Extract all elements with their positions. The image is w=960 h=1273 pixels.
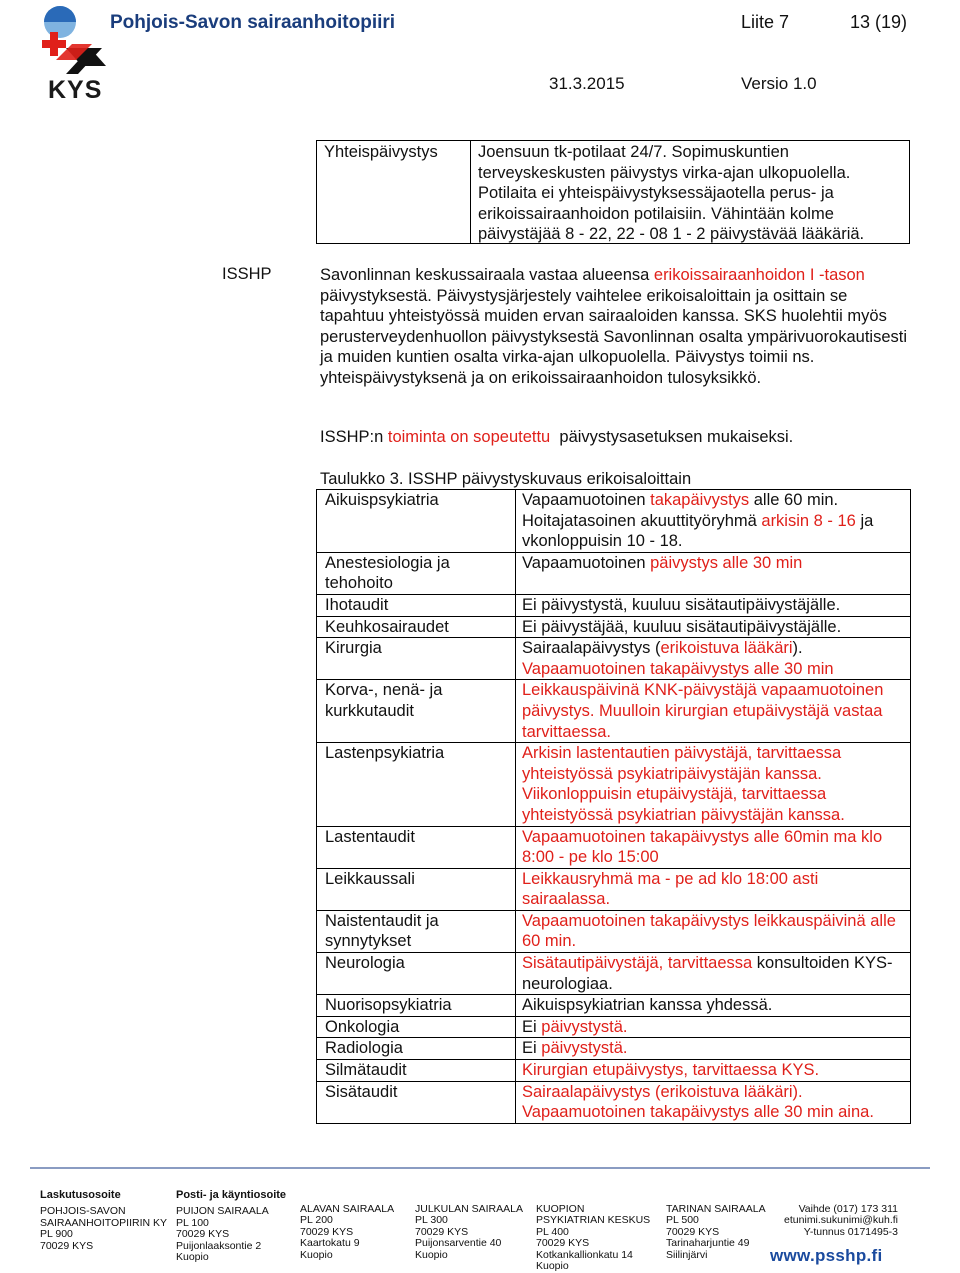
- description-text: Vapaamuotoinen: [522, 491, 651, 509]
- table-row: [317, 910, 911, 952]
- specialty-name: Aikuispsykiatria: [317, 490, 516, 553]
- isshp-paragraph: [320, 265, 910, 389]
- footer-line: PL 100: [176, 1216, 209, 1229]
- description-highlight: Leikkauspäivinä KNK-päivystäjä vapaamuotoinen päivystys. Muulloin kirurgian etupäivystäjä vastaa tarvittaessa.: [522, 681, 884, 741]
- document-date: 31.3.2015: [549, 74, 625, 93]
- yp-line: erikoissairaanhoidon potilaisiin. Vähintään kolme: [478, 204, 834, 223]
- description-text: Ei päivystäjää, kuuluu sisätautipäivystäjälle.: [522, 617, 842, 636]
- footer-line: PUIJON SAIRAALA: [176, 1205, 269, 1218]
- footer-line: 70029 KYS: [415, 1225, 469, 1238]
- table-row: [317, 1081, 911, 1123]
- specialty-description: [516, 995, 911, 1017]
- footer-phone: Vaihde (017) 173 311: [798, 1203, 898, 1215]
- table-row: [317, 868, 911, 910]
- appendix-label: Liite 7: [741, 12, 790, 32]
- footer-line: PL 200: [300, 1214, 333, 1227]
- specialty-name: Neurologia: [317, 953, 516, 995]
- specialty-name: Leikkaussali: [317, 868, 516, 910]
- specialty-description: [516, 616, 911, 638]
- specialty-description: [516, 552, 911, 594]
- document-version: Versio 1.0: [741, 74, 817, 93]
- description-text: ).: [792, 639, 803, 658]
- description-text: ja vkonloppuisin 10 - 18.: [522, 511, 874, 551]
- specialty-name: Kirurgia: [317, 638, 516, 680]
- table-row: [317, 638, 911, 680]
- description-highlight: Leikkausryhmä ma - pe ad klo 18:00 asti sairaalassa.: [522, 869, 819, 909]
- org-name: Pohjois-Savon sairaanhoitopiiri: [110, 12, 396, 33]
- footer-line: 70029 KYS: [536, 1237, 590, 1250]
- footer-contact: [770, 1204, 898, 1238]
- specialty-description: [516, 594, 911, 616]
- description-text: Vapaamuotoinen: [522, 553, 651, 572]
- description-highlight: päivystystä.: [541, 1039, 628, 1058]
- footer-alava: [300, 1204, 394, 1261]
- isshp-text-red: erikoissairaanhoidon I -tason: [653, 266, 865, 284]
- isshp-label: ISSHP: [222, 265, 272, 283]
- isshp-text-a: Savonlinnan keskussairaala vastaa alueensa: [320, 266, 654, 284]
- footer-email[interactable]: etunimi.sukunimi@kuh.fi: [784, 1214, 898, 1227]
- description-text: alle 60 min. Hoitajatasoinen akuuttityöryhmä: [522, 491, 839, 530]
- yp-line: Joensuun tk-potilaat 24/7. Sopimuskuntien: [478, 143, 789, 161]
- page-number: 13 (19): [850, 12, 908, 32]
- specialty-description: [516, 1060, 911, 1082]
- footer-line: Kuopio: [415, 1248, 448, 1261]
- specialty-description: [516, 910, 911, 952]
- footer-line: Kuopio: [176, 1251, 209, 1264]
- table-row: [317, 552, 911, 594]
- specialty-table: [316, 489, 911, 1124]
- table-row: [317, 1060, 911, 1082]
- description-highlight: Sairaalapäivystys (erikoistuva lääkäri).: [522, 1082, 803, 1101]
- footer-line: KUOPION: [536, 1203, 585, 1215]
- footer-line: Kaartokatu 9: [300, 1237, 360, 1250]
- footer-line: PL 400: [536, 1225, 569, 1238]
- footer-line: 70029 KYS: [40, 1239, 94, 1252]
- description-text: Ei päivystystä, kuuluu sisätautipäivystäjälle.: [522, 595, 841, 614]
- isshp-note-b: päivystysasetuksen mukaiseksi.: [550, 428, 794, 446]
- yhteispaivystys-table: [316, 140, 910, 244]
- table-row: [317, 1038, 911, 1060]
- yhteispaivystys-desc-cell: [471, 141, 909, 246]
- footer-julkula: [415, 1204, 523, 1261]
- specialty-name: Nuorisopsykiatria: [317, 995, 516, 1017]
- table-caption: Taulukko 3. ISSHP päivystyskuvaus erikoisaloittain: [320, 470, 692, 488]
- footer-billing: [40, 1190, 167, 1252]
- description-highlight: Arkisin lastentautien päivystäjä, tarvittaessa yhteistyössä psykiatripäivystäjän kanssa. Viikonloppuisin etupäivystäjä, tarvittaessa yhteistyössä psykiatrian päivystäjän kanssa.: [522, 744, 845, 824]
- table-row: [317, 594, 911, 616]
- yp-line: päivystäjää 8 - 22, 22 - 08 1 - 2 päivystävää lääkäriä.: [478, 225, 865, 243]
- table-row: [317, 743, 911, 826]
- description-highlight: päivystys alle 30 min: [650, 553, 803, 572]
- specialty-name: Anestesiologia ja tehohoito: [317, 552, 516, 594]
- specialty-description: [516, 1038, 911, 1060]
- description-text: Aikuispsykiatrian kanssa yhdessä.: [522, 996, 773, 1015]
- specialty-description: [516, 868, 911, 910]
- table-row: [317, 616, 911, 638]
- specialty-description: [516, 638, 911, 680]
- footer-line: 70029 KYS: [300, 1225, 354, 1238]
- specialty-name: Ihotaudit: [317, 594, 516, 616]
- description-highlight: Vapaamuotoinen takapäivystys alle 30 min aina.: [522, 1103, 874, 1122]
- table-row: [317, 490, 911, 553]
- yhteispaivystys-label: Yhteispäivystys: [324, 143, 438, 161]
- isshp-note-a: ISSHP:n: [320, 428, 388, 446]
- isshp-note: [320, 428, 793, 447]
- footer-line: POHJOIS-SAVON: [40, 1205, 126, 1218]
- description-text: Ei: [522, 1017, 542, 1036]
- description-highlight: arkisin 8 - 16: [761, 511, 856, 530]
- specialty-name: Radiologia: [317, 1038, 516, 1060]
- description-highlight: Vapaamuotoinen takapäivystys leikkauspäivinä alle 60 min.: [522, 911, 896, 951]
- specialty-name: Silmätaudit: [317, 1060, 516, 1082]
- specialty-name: Lastentaudit: [317, 826, 516, 868]
- specialty-name: Keuhkosairaudet: [317, 616, 516, 638]
- description-highlight: Vapaamuotoinen takapäivystys alle 30 min: [522, 659, 834, 678]
- footer-line: Tarinaharjuntie 49: [666, 1237, 750, 1250]
- table-row: [317, 995, 911, 1017]
- isshp-note-red: toiminta on sopeutettu: [387, 428, 551, 446]
- footer-billing-heading: Laskutusosoite: [40, 1189, 121, 1201]
- footer-line: Kuopio: [300, 1248, 333, 1261]
- specialty-name: Onkologia: [317, 1016, 516, 1038]
- yp-line: terveyskeskusten päivystys virka-ajan ulkopuolella.: [478, 163, 851, 182]
- table-row: [317, 826, 911, 868]
- footer-line: 70029 KYS: [666, 1225, 720, 1238]
- description-text: konsultoiden KYS-neurologiaa.: [522, 954, 893, 993]
- footer-line: TARINAN SAIRAALA: [666, 1203, 766, 1215]
- yhteispaivystys-label-cell: [317, 141, 471, 243]
- footer-line: Puijonsarventie 40: [415, 1237, 502, 1250]
- footer-line: ALAVAN SAIRAALA: [300, 1203, 395, 1215]
- specialty-description: [516, 826, 911, 868]
- footer-puijo: [176, 1190, 286, 1263]
- footer-website-link[interactable]: www.psshp.fi: [770, 1246, 883, 1265]
- footer-line: PSYKIATRIAN KESKUS: [536, 1214, 651, 1227]
- specialty-description: [516, 1016, 911, 1038]
- specialty-name: Lastenpsykiatria: [317, 743, 516, 826]
- specialty-description: [516, 1081, 911, 1123]
- description-highlight: takapäivystys: [650, 491, 750, 509]
- footer-line: Puijonlaaksontie 2: [176, 1239, 262, 1252]
- specialty-name: Korva-, nenä- ja kurkkutaudit: [317, 680, 516, 743]
- footer-visit-heading: Posti- ja käyntiosoite: [176, 1189, 287, 1201]
- footer-line: 70029 KYS: [176, 1228, 230, 1241]
- footer-business-id: Y-tunnus 0171495-3: [803, 1225, 898, 1238]
- footer-line: Kuopio: [536, 1260, 569, 1273]
- description-text: Ei: [522, 1039, 542, 1058]
- kys-logo: [38, 4, 110, 102]
- logo-text: KYS: [48, 76, 103, 104]
- specialty-description: [516, 490, 911, 553]
- isshp-text-b: päivystyksestä. Päivystysjärjestely vaihtelee erikoisaloittain ja osittain se tapahtuu yhteistyössä muiden ervan sairaaloiden kanssa. SKS huolehtii myös perusterveydenhuollon päivystyksestä Savonlinnan osalta ympärivuorokautisesti ja muiden kuntien osalta virka-ajan ulkopuolella. Päivystys toimii ns. yhteispäivystyksenä ja on erikoissairaanhoidon tulosyksikkö.: [320, 286, 907, 387]
- description-highlight: Kirurgian etupäivystys, tarvittaessa KYS.: [522, 1061, 820, 1080]
- footer-divider: [30, 1167, 930, 1169]
- specialty-table-body: [317, 490, 911, 1124]
- table-row: [317, 1016, 911, 1038]
- footer-line: PL 300: [415, 1214, 448, 1227]
- table-row: [317, 953, 911, 995]
- footer-line: PL 900: [40, 1228, 73, 1241]
- yp-line: Potilaita ei yhteispäivystyksessäjaotella perus- ja: [478, 184, 834, 202]
- footer-line: SAIRAANHOITOPIIRIN KY: [40, 1216, 167, 1229]
- description-text: Sairaalapäivystys (: [522, 639, 661, 658]
- specialty-description: [516, 743, 911, 826]
- specialty-description: [516, 680, 911, 743]
- footer-tarina: [666, 1204, 766, 1261]
- specialty-description: [516, 953, 911, 995]
- footer-line: PL 500: [666, 1214, 699, 1227]
- specialty-name: Naistentaudit ja synnytykset: [317, 910, 516, 952]
- description-highlight: erikoistuva lääkäri: [660, 639, 793, 658]
- specialty-name: Sisätaudit: [317, 1081, 516, 1123]
- table-row: [317, 680, 911, 743]
- footer-line: Siilinjärvi: [666, 1248, 708, 1261]
- footer-kuopion: [536, 1204, 650, 1272]
- footer-line: JULKULAN SAIRAALA: [415, 1203, 523, 1215]
- description-highlight: Vapaamuotoinen takapäivystys alle 60min ma klo 8:00 - pe klo 15:00: [522, 827, 883, 867]
- footer-line: Kotkankallionkatu 14: [536, 1248, 633, 1261]
- description-highlight: päivystystä.: [541, 1017, 628, 1036]
- description-highlight: Sisätautipäivystäjä, tarvittaessa: [522, 954, 753, 973]
